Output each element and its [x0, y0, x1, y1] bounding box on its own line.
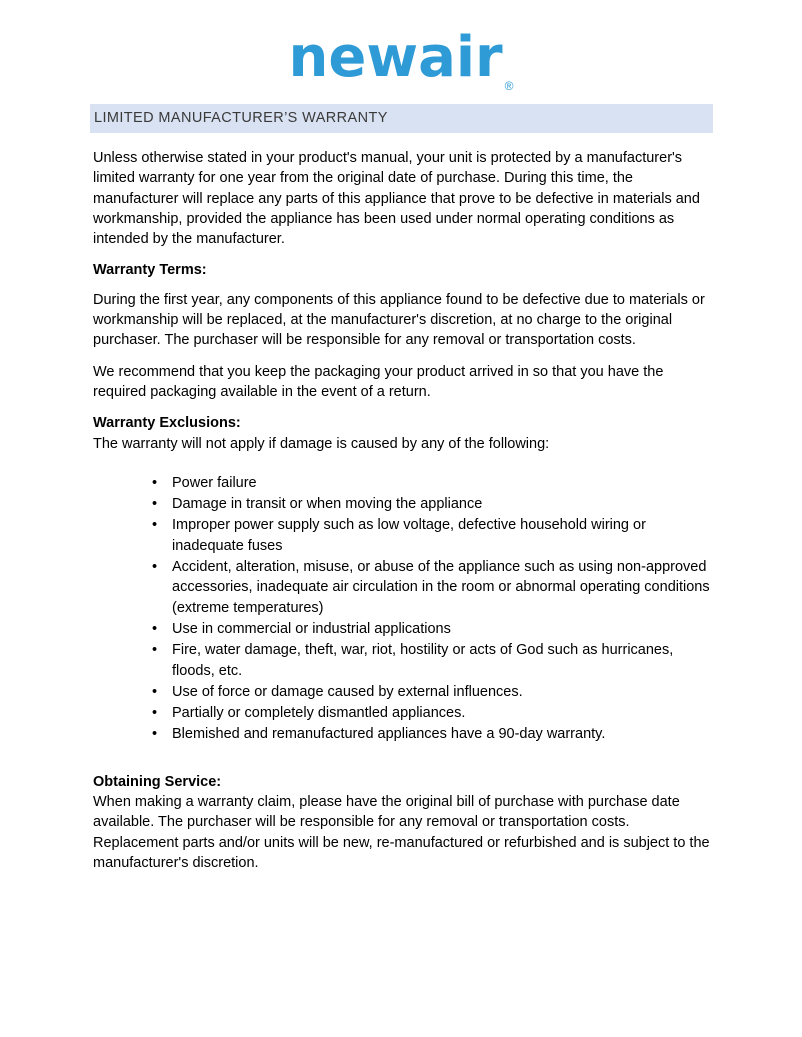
exclusion-item-transit-damage: • Damage in transit or when moving the appliance	[150, 494, 712, 514]
exclusion-item-improper-power-supply: • Improper power supply such as low voltage, defective household wiring or inadequate fuses	[150, 515, 712, 556]
warranty-terms-paragraph-1: During the first year, any components of this appliance found to be defective due to materials or workmanship will be replaced, at the manufacturer's discretion, at no charge to the original purchaser. The purchaser will be responsible for any removal or transportation costs.	[93, 291, 705, 349]
exclusions-list	[150, 473, 712, 745]
warranty-title: LIMITED MANUFACTURER’S WARRANTY	[94, 110, 388, 126]
exclusion-item-commercial-use: • Use in commercial or industrial applications	[150, 619, 712, 639]
newair-logo-text: newair	[288, 25, 503, 90]
warranty-exclusions-intro: The warranty will not apply if damage is caused by any of the following:	[93, 435, 550, 452]
warranty-title-banner	[90, 104, 713, 133]
obtaining-service-paragraph: When making a warranty claim, please have the original bill of purchase with purchase date available. The purchaser will be responsible for any removal or transportation costs. Replacement parts and/or units will be new, re-manufactured or refurbished and is subject to the manufacturer's discretion.	[93, 794, 710, 871]
exclusion-item-blemished-remanufactured: • Blemished and remanufactured appliances have a 90-day warranty.	[150, 724, 712, 744]
registered-trademark-icon: ®	[504, 79, 514, 93]
warranty-terms-paragraph-2: We recommend that you keep the packaging your product arrived in so that you have the required packaging available in the event of a return.	[93, 363, 664, 400]
warranty-terms-heading: Warranty Terms:	[93, 262, 207, 279]
warranty-exclusions-heading: Warranty Exclusions:	[93, 415, 241, 432]
intro-paragraph: Unless otherwise stated in your product's manual, your unit is protected by a manufacturer's limited warranty for one year from the original date of purchase. During this time, the manufacturer will replace any parts of this appliance that prove to be defective in materials and workmanship, provided the appliance has been used under normal operating conditions as intended by the manufacturer.	[93, 150, 700, 248]
exclusion-item-dismantled: • Partially or completely dismantled appliances.	[150, 703, 712, 723]
obtaining-service-heading: Obtaining Service:	[93, 773, 222, 790]
document-content	[0, 133, 802, 924]
exclusion-item-power-failure: • Power failure	[150, 473, 712, 493]
exclusion-item-fire-water-damage: • Fire, water damage, theft, war, riot, hostility or acts of God such as hurricanes, floods, etc.	[150, 640, 712, 681]
exclusion-item-accident-misuse: • Accident, alteration, misuse, or abuse of the appliance such as using non-approved accessories, inadequate air circulation in the room or abnormal operating conditions (extreme temperatures)	[150, 557, 712, 618]
newair-logo	[0, 0, 802, 93]
exclusion-item-force-external: • Use of force or damage caused by external influences.	[150, 682, 712, 702]
